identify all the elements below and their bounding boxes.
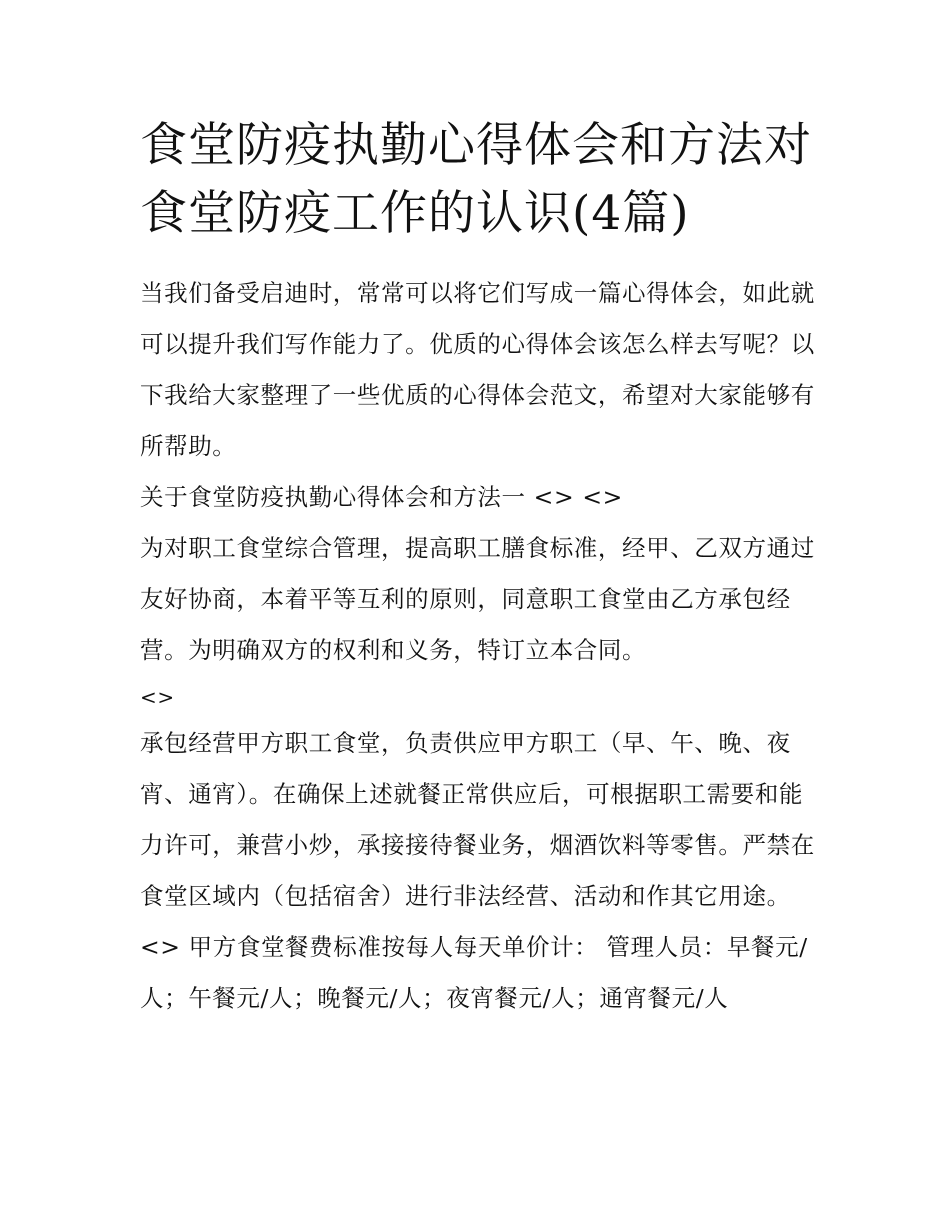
fee-standard-paragraph: <> 甲方食堂餐费标准按每人每天单价计： 管理人员：早餐元/人；午餐元/人；晚餐元/人；夜宵餐元/人；通宵餐元/人: [140, 933, 808, 1012]
document-page: [140, 112, 820, 1024]
contract-intro-paragraph: 为对职工食堂综合管理，提高职工膳食标准，经甲、乙双方通过友好协商，本着平等互利的原则，同意职工食堂由乙方承包经营。为明确双方的权利和义务，特订立本合同。: [140, 534, 815, 664]
section-heading: 关于食堂防疫执勤心得体会和方法一 <> <>: [140, 483, 623, 511]
scope-paragraph: 承包经营甲方职工食堂，负责供应甲方职工（早、午、晚、夜宵、通宵）。在确保上述就餐正常供应后，可根据职工需要和能力许可，兼营小炒，承接接待餐业务，烟酒饮料等零售。严禁在食堂区域内（包括宿舍）进行非法经营、活动和作其它用途。: [140, 729, 815, 910]
document-title: 食堂防疫执勤心得体会和方法对食堂防疫工作的认识(4篇): [140, 118, 812, 241]
intro-paragraph: 当我们备受启迪时，常常可以将它们写成一篇心得体会，如此就可以提升我们写作能力了。优质的心得体会该怎么样去写呢？以下我给大家整理了一些优质的心得体会范文，希望对大家能够有所帮助。: [140, 279, 815, 460]
placeholder-marker: <>: [140, 685, 175, 709]
